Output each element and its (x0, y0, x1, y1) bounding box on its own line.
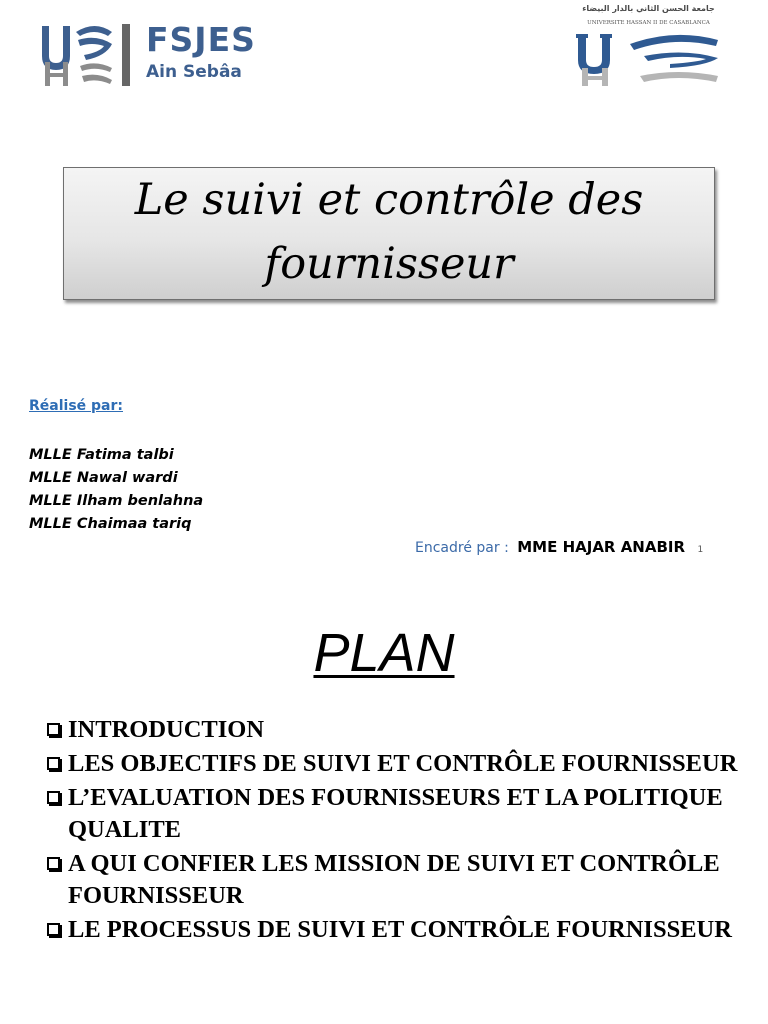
plan-item (46, 848, 746, 912)
checkbox-bullet-icon (47, 857, 60, 870)
plan-list (46, 714, 746, 948)
plan-item (46, 748, 746, 780)
faculty-name: FSJES (146, 20, 256, 59)
plan-item (46, 714, 746, 746)
university-latin-name: UNIVERSITÉ HASSAN II DE CASABLANCA (587, 20, 710, 26)
authors-label: Réalisé par: (29, 398, 123, 414)
document-title: Le suivi et contrôle des fournisseur (134, 174, 644, 289)
author-name: MLLE Nawal wardi (29, 470, 178, 486)
supervisor-label: Encadré par : (415, 540, 509, 556)
university-arabic-name: جامعة الحسن الثاني بالدار البيضاء (582, 5, 715, 13)
checkbox-bullet-icon (47, 791, 60, 804)
plan-item-text: INTRODUCTION (68, 716, 265, 743)
plan-item-text: A QUI CONFIER LES MISSION DE SUIVI ET CONTRÔLE FOURNISSEUR (68, 850, 720, 909)
plan-item-text: L’EVALUATION DES FOURNISSEURS ET LA POLITIQUE QUALITE (68, 784, 723, 843)
author-name: MLLE Ilham benlahna (29, 493, 204, 509)
checkbox-bullet-icon (47, 723, 60, 736)
author-name: MLLE Fatima talbi (29, 447, 174, 463)
university-logo (574, 4, 724, 88)
supervisor-name: MME HAJAR ANABIR (517, 538, 686, 556)
faculty-campus: Ain Sebâa (146, 62, 242, 82)
checkbox-bullet-icon (47, 757, 60, 770)
page-number: 1 (697, 545, 704, 555)
plan-item (46, 914, 746, 946)
author-name: MLLE Chaimaa tariq (29, 516, 192, 532)
authors-list (29, 444, 203, 536)
supervisor-line (415, 538, 703, 557)
checkbox-bullet-icon (47, 923, 60, 936)
plan-title-text: PLAN (313, 623, 455, 683)
plan-item (46, 782, 746, 846)
plan-item-text: LES OBJECTIFS DE SUIVI ET CONTRÔLE FOURNISSEUR (68, 750, 738, 777)
plan-item-text: LE PROCESSUS DE SUIVI ET CONTRÔLE FOURNISSEUR (68, 916, 732, 943)
plan-heading (0, 618, 768, 688)
title-box (63, 167, 715, 300)
fsjes-logo-text (146, 20, 256, 82)
